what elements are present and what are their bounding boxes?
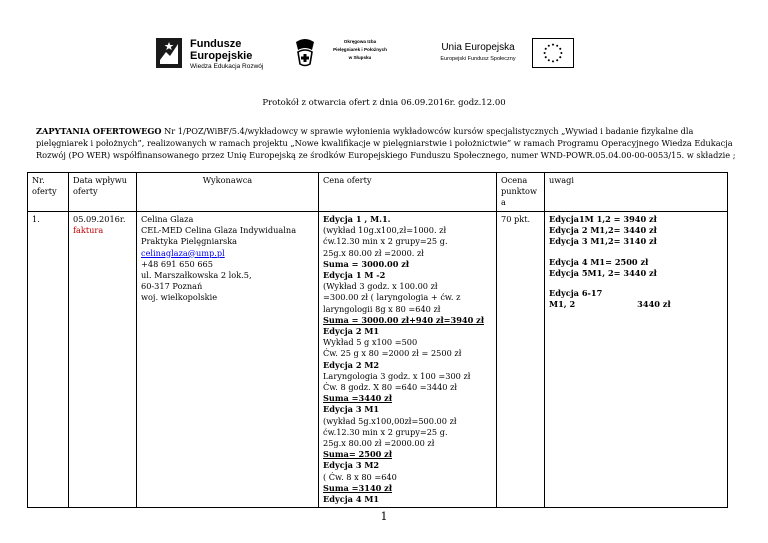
price-line: Edycja 1 M -2 <box>323 270 386 281</box>
eu-flag-icon <box>532 38 574 68</box>
price-line: ćw.12.30 min x 2 grupy=25 g. <box>323 236 448 247</box>
offer-number: 1. <box>28 212 69 508</box>
eu-star-icon <box>559 48 561 50</box>
price-line: Edycja 2 M2 <box>323 359 380 370</box>
price-line: Suma = 3000.00 zł <box>323 258 410 269</box>
price-line: Suma = 3000.00 zł+940 zł=3940 zł <box>323 314 484 325</box>
notes-cell <box>545 212 728 508</box>
fe-line3: Wiedza Edukacja Rozwój <box>190 63 264 70</box>
price-line: Edycja 4 M1 <box>323 494 380 505</box>
oipip-line3: w Słupsku <box>348 55 372 60</box>
unia-europejska-logo <box>430 38 580 78</box>
eu-star-icon <box>548 59 550 61</box>
contractor-city: 60-317 Poznań <box>141 281 203 292</box>
note-line: Edycja1M 1,2 = 3940 zł <box>549 214 657 224</box>
offer-date-note: faktura <box>73 225 104 236</box>
note-line: Edycja 6-17 <box>549 288 603 299</box>
eu-star-icon <box>556 59 558 61</box>
oipip-logo <box>292 36 397 80</box>
price-cell <box>319 212 497 508</box>
header-cena: Cena oferty <box>319 173 497 212</box>
fe-line2: Europejskie <box>190 50 253 62</box>
price-line: Edycja 3 M1 <box>323 404 380 415</box>
fundusze-europejskie-text <box>190 38 263 71</box>
nursing-cap-icon <box>292 36 318 68</box>
price-line: Suma= 2500 zł <box>323 449 392 460</box>
table-row <box>28 212 728 508</box>
offer-date: 05.09.2016r. <box>73 214 126 224</box>
eu-star-icon <box>560 52 562 54</box>
eu-star-icon <box>548 45 550 47</box>
price-line: Suma =3140 zł <box>323 482 392 493</box>
note-line-label: M1, 2 <box>549 299 576 310</box>
contractor-phone: +48 691 650 665 <box>141 258 213 269</box>
intro-bold-lead: ZAPYTANIA OFERTOWEGO <box>36 126 162 136</box>
note-line-value: 3440 zł <box>637 299 671 310</box>
contractor-company: CEL-MED Celina Glaza Indywidualna Praktyka Pielęgniarska <box>141 225 297 247</box>
price-line: 25g.x 80.00 zł =2000. zł <box>323 247 424 258</box>
eu-star-icon <box>545 56 547 58</box>
oipip-line2: Pielęgniarek i Położnych <box>333 47 387 52</box>
offer-date-cell <box>69 212 137 508</box>
fe-line1: Fundusze <box>190 38 242 50</box>
note-line: Edycja 3 M1,2= 3140 zł <box>549 236 657 247</box>
price-line: 25g.x 80.00 zł =2000.00 zł <box>323 438 435 449</box>
price-line: Edycja 1 , M.1. <box>323 214 391 224</box>
note-line: Edycja 5M1, 2= 3440 zł <box>549 267 657 278</box>
price-line: Edycja 2 M1 <box>323 326 380 337</box>
ue-text <box>430 42 526 64</box>
price-line: Ćw. 8 godz. X 80 =640 =3440 zł <box>323 382 458 393</box>
price-line: Wykład 5 g x100 =500 <box>323 337 418 348</box>
price-line: Ćw. 25 g x 80 =2000 zł = 2500 zł <box>323 348 462 359</box>
eu-star-icon <box>552 44 554 46</box>
fundusze-europejskie-logo <box>150 38 270 78</box>
price-line: ( Ćw. 8 x 80 =640 <box>323 471 397 482</box>
price-line: Suma =3440 zł <box>323 393 392 404</box>
contractor-name: Celina Glaza <box>141 214 194 224</box>
header-data: Data wpływu oferty <box>69 173 137 212</box>
header-logos <box>0 30 768 80</box>
table-header-row <box>28 173 728 212</box>
eu-star-icon <box>556 45 558 47</box>
contractor-region: woj. wielkopolskie <box>141 292 218 303</box>
price-line: (wykład 5g.x100,00zł=500.00 zł <box>323 415 457 426</box>
price-line: (wykład 10g.x100,zł=1000. zł <box>323 225 447 236</box>
price-line: ćw.12.30 min x 2 grupy=25 g. <box>323 426 448 437</box>
price-line: =300.00 zł ( laryngologia + ćw. z <box>323 292 461 303</box>
contractor-email-link[interactable]: celinaglaza@ump.pl <box>141 247 225 258</box>
note-line: Edycja 4 M1= 2500 zł <box>549 256 649 267</box>
price-line: Laryngologia 3 godz. x 100 =300 zł <box>323 370 471 381</box>
header-uwagi: uwagi <box>545 173 728 212</box>
page-title: Protokół z otwarcia ofert z dnia 06.09.2016r. godz.12.00 <box>262 98 506 108</box>
price-line: laryngologii 8g x 80 =640 zł <box>323 303 441 314</box>
price-line: Edycja 3 M2 <box>323 460 380 471</box>
intro-text: Nr 1/POZ/WiBF/5.4/wykładowcy w sprawie wyłonienia wykładowców kursów specjalistycznych „Wywiad i badanie fizykalne dla pielęgniarek i położnych”, realizowanych w ramach projektu „Nowe kwalifikacje w pielęgniarstwie i położnictwie” w ramach Programu Operacyjnego Wiedza Edukacja Rozwój (PO WER) współfinansowanego przez Unię Europejską ze środków Europejskiego Funduszu Społecznego, numer WND-POWR.05.04.00-00-0053/15. w składzie ; <box>36 126 736 160</box>
contractor-street: ul. Marszałkowska 2 lok.5, <box>141 270 252 281</box>
score: 70 pkt. <box>497 212 545 508</box>
eu-star-icon <box>552 60 554 62</box>
oipip-line1: Okręgowa Izba <box>343 39 377 44</box>
offers-table <box>27 172 728 508</box>
note-line: Edycja 2 M1,2= 3440 zł <box>549 225 657 236</box>
eu-star-icon <box>544 52 546 54</box>
eu-star-icon <box>559 56 561 58</box>
header-wykonawca: Wykonawca <box>137 173 319 212</box>
note-line-last <box>549 299 723 310</box>
price-line: (Wykład 3 godz. x 100.00 zł <box>323 281 438 292</box>
header-ocena: Ocena punktow a <box>497 173 545 212</box>
ue-line1: Unia Europejska <box>441 42 515 53</box>
intro-paragraph <box>36 125 736 161</box>
ue-line2: Europejski Fundusz Społeczny <box>440 56 516 62</box>
oipip-text <box>324 38 396 62</box>
fundusze-europejskie-mark-icon <box>156 38 186 68</box>
contractor-cell <box>137 212 319 508</box>
eu-star-icon <box>545 48 547 50</box>
header-nr: Nr. oferty <box>28 173 69 212</box>
page-number: 1 <box>380 510 388 523</box>
